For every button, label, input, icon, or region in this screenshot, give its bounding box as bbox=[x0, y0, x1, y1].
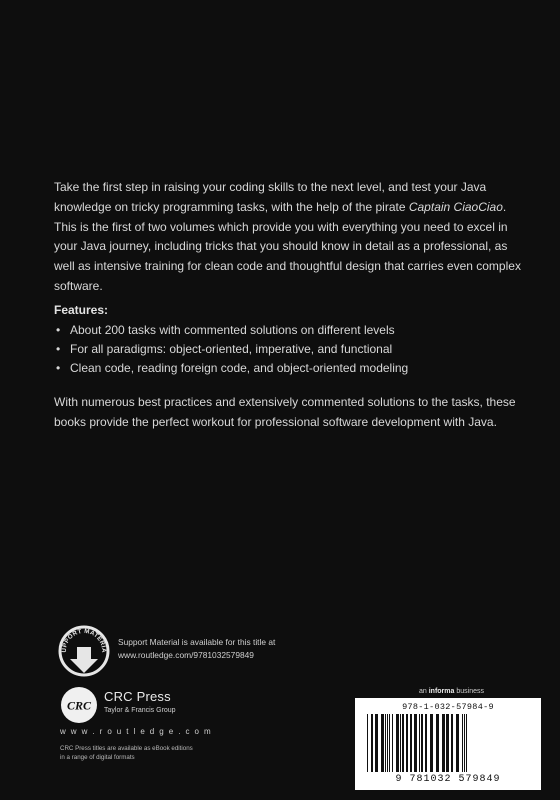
feature-item bbox=[54, 359, 524, 378]
feature-item bbox=[54, 340, 524, 359]
feature-text: Clean code, reading foreign code, and object-oriented modeling bbox=[70, 361, 409, 375]
pirate-name: Captain CiaoCiao bbox=[408, 199, 503, 214]
bullet-icon: • bbox=[56, 342, 61, 356]
barcode-bar bbox=[446, 714, 449, 772]
feature-text: About 200 tasks with commented solutions on different levels bbox=[70, 323, 395, 337]
feature-text: For all paradigms: object-oriented, imperative, and functional bbox=[70, 342, 393, 356]
barcode-bar bbox=[419, 714, 420, 772]
barcode-bar bbox=[375, 714, 378, 772]
support-url: www.routledge.com/9781032579849 bbox=[118, 650, 254, 660]
barcode-bar bbox=[367, 714, 368, 772]
features-list bbox=[54, 321, 524, 378]
barcode-bar bbox=[410, 714, 412, 772]
barcode-bar bbox=[451, 714, 453, 772]
back-cover-description bbox=[54, 178, 524, 297]
barcode-bar bbox=[389, 714, 390, 772]
crc-logo-text: CRC bbox=[66, 698, 92, 713]
barcode-bar bbox=[400, 714, 401, 772]
informa-prefix: an bbox=[419, 688, 429, 695]
description-part1: Take the first step in raising your coding skills to the next level, and test your Java knowledge on tricky programming tasks, with the help of the pirate bbox=[54, 180, 487, 214]
barcode-bar bbox=[425, 714, 427, 772]
barcode-bars bbox=[365, 714, 531, 776]
barcode-bar bbox=[430, 714, 433, 772]
barcode-bar bbox=[414, 714, 417, 772]
barcode-bar bbox=[385, 714, 386, 772]
ebook-line: in a range of digital formats bbox=[60, 754, 135, 761]
barcode-bar bbox=[442, 714, 445, 772]
barcode-bar bbox=[462, 714, 463, 772]
description-paragraph bbox=[54, 178, 524, 297]
informa-suffix: business bbox=[454, 688, 484, 695]
closing-paragraph: With numerous best practices and extensively commented solutions to the tasks, these books provide the perfect workout for professional software development with Java. bbox=[54, 395, 516, 429]
crc-logo-icon bbox=[60, 686, 98, 724]
isbn-number: 978-1-032-57984-9 bbox=[402, 702, 494, 712]
description-part2: . This is the first of two volumes which provide you with everything you need to excel in your Java journey, including tricks that you should know in detail as a professional, as well as intensive training for clean code and thoughtful design that carries even complex software. bbox=[54, 199, 521, 293]
barcode-bar bbox=[421, 714, 423, 772]
informa-brand: informa bbox=[428, 688, 455, 695]
barcode-bar bbox=[396, 714, 399, 772]
barcode-bar bbox=[392, 714, 393, 772]
publisher-group: Taylor & Francis Group bbox=[104, 707, 176, 714]
informa-tagline bbox=[419, 688, 484, 695]
features-heading: Features: bbox=[54, 303, 109, 317]
feature-item bbox=[54, 321, 524, 340]
ebook-line: CRC Press titles are available as eBook editions bbox=[60, 745, 193, 752]
barcode-bar bbox=[406, 714, 408, 772]
barcode-bar bbox=[456, 714, 459, 772]
barcode-bar bbox=[371, 714, 373, 772]
barcode-bar bbox=[402, 714, 404, 772]
barcode-bar bbox=[466, 714, 467, 772]
publisher-name: CRC Press bbox=[104, 689, 171, 704]
support-badge-label: UPPORT MATERIA bbox=[60, 627, 108, 653]
support-line: Support Material is available for this title at bbox=[118, 637, 276, 647]
support-material-icon bbox=[58, 625, 110, 677]
barcode-bar bbox=[381, 714, 384, 772]
isbn-barcode bbox=[355, 698, 541, 790]
ebook-note bbox=[60, 744, 260, 762]
barcode-bar bbox=[464, 714, 465, 772]
barcode-bar bbox=[436, 714, 439, 772]
publisher-url: w w w . r o u t l e d g e . c o m bbox=[60, 727, 213, 736]
support-material-note bbox=[118, 636, 378, 662]
bullet-icon: • bbox=[56, 323, 61, 337]
ean-digits: 9 781032 579849 bbox=[395, 774, 501, 785]
bullet-icon: • bbox=[56, 361, 61, 375]
barcode-bar bbox=[387, 714, 388, 772]
